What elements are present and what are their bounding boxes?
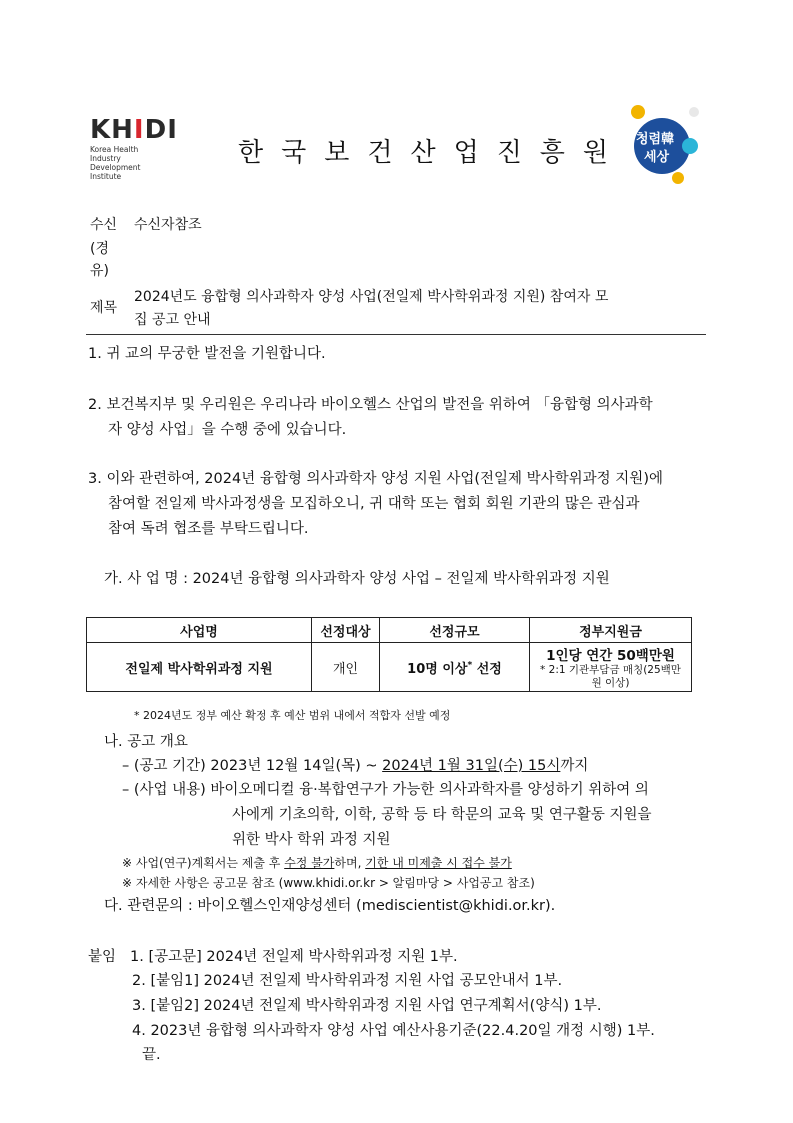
col-header-scale: 선정규모 xyxy=(380,618,530,643)
na-note1 xyxy=(122,855,512,871)
table-header-row xyxy=(87,618,692,643)
na-note1-b: 수정 불가 xyxy=(284,856,335,870)
na-content-line1: – (사업 내용) 바이오메디컬 융·복합연구가 가능한 의사과학자를 양성하기 위하여 의 xyxy=(122,782,649,798)
na-period-deadline: 2024년 1월 31일(수) 15시 xyxy=(382,758,561,774)
col-header-name: 사업명 xyxy=(87,618,312,643)
cell-fund-main: 1인당 연간 50백만원 xyxy=(546,648,675,664)
emblem-text1: 청렴韓 xyxy=(636,132,675,147)
subject-line2: 집 공고 안내 xyxy=(134,312,211,328)
cell-scale-main: 10명 이상 xyxy=(407,661,468,677)
na-period xyxy=(122,754,588,779)
paragraph-3-line2: 참여할 전일제 박사과정생을 모집하오니, 귀 대학 또는 협회 회원 기관의 많은 관심과 xyxy=(108,496,640,512)
cell-scale xyxy=(380,643,530,692)
cell-name: 전일제 박사학위과정 지원 xyxy=(87,643,312,692)
section-da: 다. 관련문의 : 바이오헬스인재양성센터 (mediscientist@khidi.or.kr). xyxy=(104,898,556,914)
na-content-line2: 사에게 기초의학, 이학, 공학 등 타 학문의 교육 및 연구활동 지원을 xyxy=(232,807,652,823)
emblem-text2: 세상 xyxy=(644,150,670,165)
document-end: 끝. xyxy=(142,1047,161,1063)
section-na-title: 나. 공고 개요 xyxy=(104,734,188,750)
via-label-2: 유) xyxy=(90,263,109,279)
subject-label: 제목 xyxy=(90,300,118,316)
paragraph-3-line3: 참여 독려 협조를 부탁드립니다. xyxy=(108,521,309,537)
org-name: 한국보건산업진흥원 xyxy=(238,138,627,168)
header-divider xyxy=(86,334,706,335)
attachment-item-3: 3. [붙임2] 2024년 전일제 박사학위과정 지원 사업 연구계획서(양식) 1부. xyxy=(132,998,602,1014)
recipient-value: 수신자참조 xyxy=(134,217,202,233)
cell-fund xyxy=(530,643,692,692)
attachment-item-2: 2. [붙임1] 2024년 전일제 박사학위과정 지원 사업 공모안내서 1부. xyxy=(132,973,563,989)
business-table xyxy=(86,617,692,692)
cell-fund-note1: * 2:1 기관부담금 매칭(25백만 xyxy=(540,664,681,676)
paragraph-3-line1: 3. 이와 관련하여, 2024년 융합형 의사과학자 양성 지원 사업(전일제 박사학위과정 지원)에 xyxy=(88,471,663,487)
attachments-label: 붙임 xyxy=(88,949,117,965)
logo-sub2: Development Institute xyxy=(90,163,141,181)
cell-fund-note2: 원 이상) xyxy=(591,677,630,689)
col-header-target: 선정대상 xyxy=(312,618,380,643)
cell-scale-sup: * xyxy=(467,660,473,671)
table-footnote: * 2024년도 정부 예산 확정 후 예산 범위 내에서 적합자 선발 예정 xyxy=(134,709,451,722)
logo-sub1: Korea Health Industry xyxy=(90,145,139,163)
via-label-1: (경 xyxy=(90,241,109,257)
na-content-line3: 위한 박사 학위 과정 지원 xyxy=(232,832,391,848)
na-note1-c: 하며, xyxy=(334,856,366,870)
na-note1-d: 기한 내 미제출 시 접수 불가 xyxy=(365,856,512,870)
cell-scale-tail: 선정 xyxy=(472,661,502,677)
na-note1-a: ※ 사업(연구)계획서는 제출 후 xyxy=(122,856,285,870)
recipient-label: 수신 xyxy=(90,217,118,233)
col-header-fund: 정부지원금 xyxy=(530,618,692,643)
na-note2: ※ 자세한 사항은 공고문 참조 (www.khidi.or.kr > 알림마당 > 사업공고 참조) xyxy=(122,876,535,890)
paragraph-1: 1. 귀 교의 무궁한 발전을 기원합니다. xyxy=(88,346,326,362)
cell-target: 개인 xyxy=(312,643,380,692)
integrity-emblem xyxy=(622,102,702,186)
table-row xyxy=(87,643,692,692)
attachment-item-4: 4. 2023년 융합형 의사과학자 양성 사업 예산사용기준(22.4.20일 개정 시행) 1부. xyxy=(132,1023,655,1039)
khidi-logo xyxy=(90,115,178,181)
attachment-item-1: 1. [공고문] 2024년 전일제 박사학위과정 지원 1부. xyxy=(130,949,458,965)
subject-line1: 2024년도 융합형 의사과학자 양성 사업(전일제 박사학위과정 지원) 참여자 모 xyxy=(134,289,609,305)
section-ga: 가. 사 업 명 : 2024년 융합형 의사과학자 양성 사업 – 전일제 박사학위과정 지원 xyxy=(104,571,610,587)
paragraph-2-line2: 자 양성 사업」을 수행 중에 있습니다. xyxy=(108,422,347,438)
logo-wordmark: KHIDI xyxy=(90,115,178,145)
paragraph-2-line1: 2. 보건복지부 및 우리원은 우리나라 바이오헬스 산업의 발전을 위하여 「융합형 의사과학 xyxy=(88,397,653,413)
na-period-prefix: – (공고 기간) 2023년 12월 14일(목) ~ xyxy=(122,758,383,774)
na-period-suffix: 까지 xyxy=(560,758,589,774)
